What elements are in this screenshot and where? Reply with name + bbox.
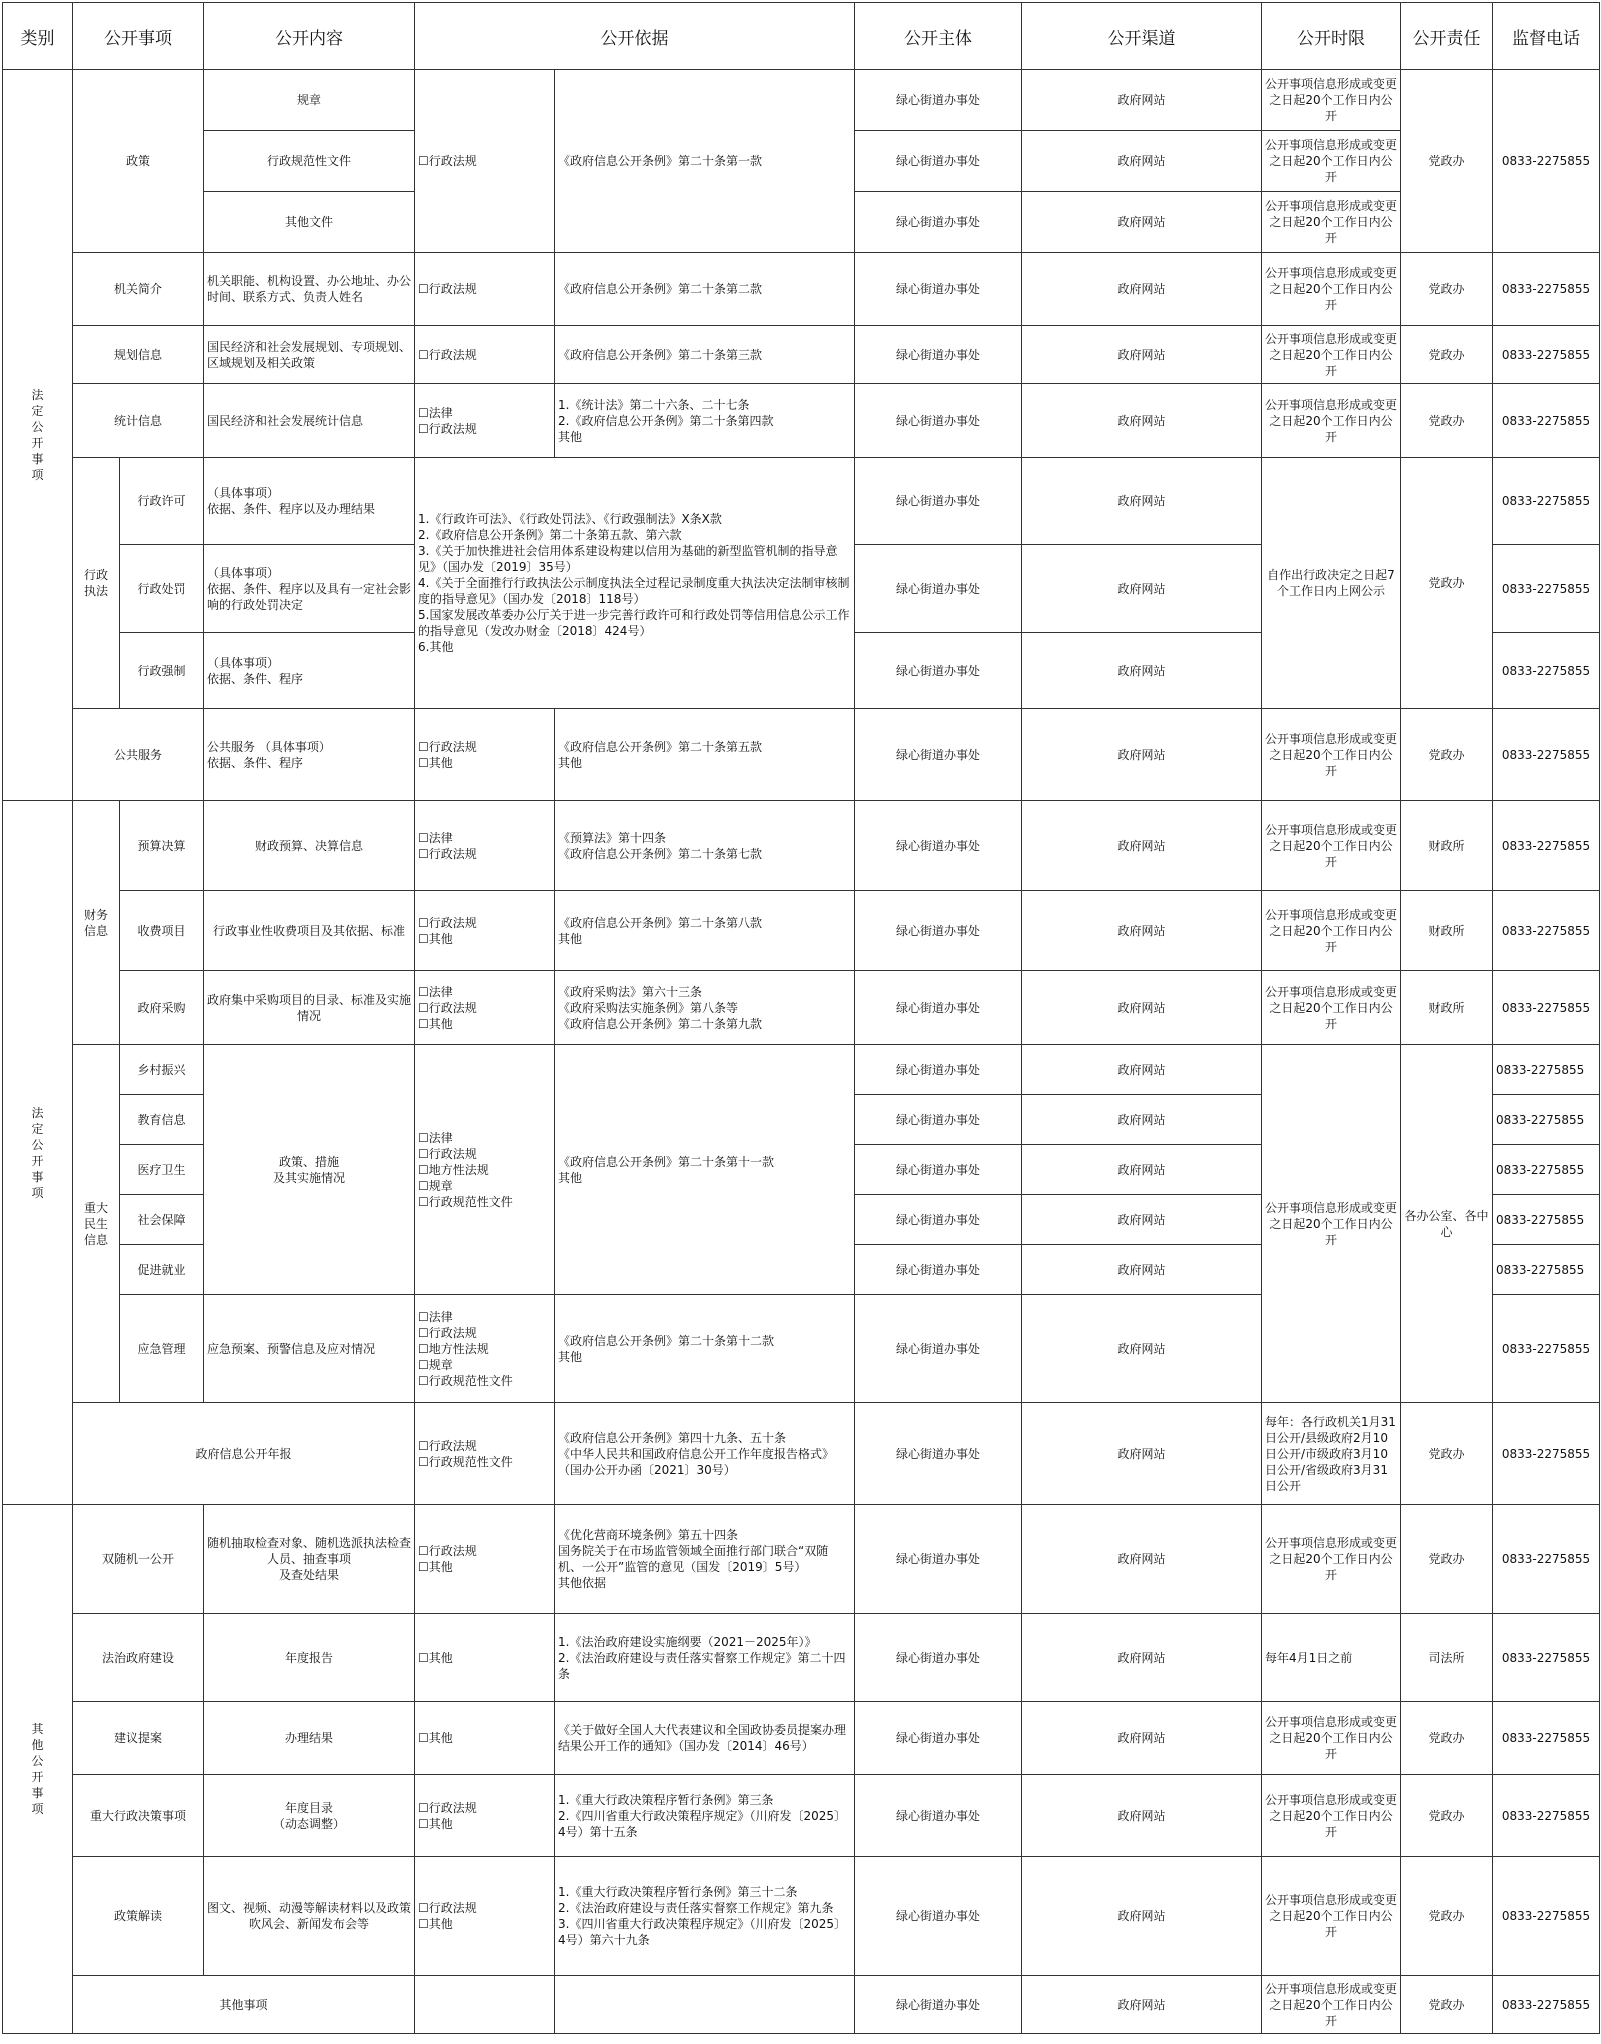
term-cell: 公开事项信息形成或变更之日起20个工作日内公开 (1262, 1045, 1401, 1403)
basis-form-cell: ☐法律 ☐行政法规 (415, 801, 555, 891)
phone-cell: 0833-2275855 (1493, 458, 1600, 545)
channel-cell: 政府网站 (1022, 545, 1262, 633)
item-cell: 收费项目 (120, 891, 204, 971)
subject-cell: 绿心街道办事处 (855, 709, 1022, 801)
responsibility-cell: 党政办 (1401, 709, 1493, 801)
item-cell: 行政处罚 (120, 545, 204, 633)
content-cell: （具体事项） 依据、条件、程序以及办理结果 (204, 458, 415, 545)
content-cell: 行政规范性文件 (204, 131, 415, 192)
header-category: 类别 (3, 3, 73, 70)
term-cell: 公开事项信息形成或变更之日起20个工作日内公开 (1262, 326, 1401, 384)
table-row (3, 458, 1600, 545)
item-cell: 政府信息公开年报 (73, 1403, 415, 1505)
content-cell: 随机抽取检查对象、随机选派执法检查人员、抽查事项 及查处结果 (204, 1505, 415, 1614)
basis-text-cell: 1.《重大行政决策程序暂行条例》第三十二条 2.《法治政府建设与责任落实督察工作规定》第九条 3.《四川省重大行政决策程序规定》（川府发〔2025〕4号）第六十九条 (555, 1857, 855, 1976)
table-row (3, 971, 1600, 1045)
term-cell: 公开事项信息形成或变更之日起20个工作日内公开 (1262, 253, 1401, 326)
basis-form-cell: ☐法律 ☐行政法规 ☐其他 (415, 971, 555, 1045)
item-cell: 应急管理 (120, 1295, 204, 1403)
item-cell: 重大行政决策事项 (73, 1775, 204, 1857)
basis-text-cell: 《政府信息公开条例》第二十条第三款 (555, 326, 855, 384)
phone-cell: 0833-2275855 (1493, 709, 1600, 801)
basis-text-cell: 《关于做好全国人大代表建议和全国政协委员提案办理结果公开工作的通知》（国办发〔2014〕46号） (555, 1702, 855, 1775)
subject-cell: 绿心街道办事处 (855, 384, 1022, 458)
vertical-text-segment: 重大 (83, 1200, 108, 1215)
item-cell: 行政许可 (120, 458, 204, 545)
item-cell: 行政强制 (120, 633, 204, 709)
responsibility-cell: 党政办 (1401, 458, 1493, 709)
phone-cell: 0833-2275855 (1493, 1857, 1600, 1976)
header-content: 公开内容 (204, 3, 415, 70)
basis-form-cell: ☐行政法规 ☐其他 (415, 1505, 555, 1614)
table-row (3, 1403, 1600, 1505)
basis-text-cell: 《政府信息公开条例》第二十条第一款 (555, 70, 855, 253)
vertical-text-segment: 民生 (83, 1216, 108, 1231)
responsibility-cell: 党政办 (1401, 70, 1493, 253)
item-cell: 政策解读 (73, 1857, 204, 1976)
term-cell: 公开事项信息形成或变更之日起20个工作日内公开 (1262, 384, 1401, 458)
basis-form-cell: ☐行政法规 ☐其他 (415, 1857, 555, 1976)
phone-cell: 0833-2275855 (1493, 633, 1600, 709)
channel-cell: 政府网站 (1022, 1857, 1262, 1976)
table-row (3, 1614, 1600, 1702)
basis-form-cell: ☐其他 (415, 1702, 555, 1775)
responsibility-cell: 党政办 (1401, 384, 1493, 458)
content-cell: 国民经济和社会发展规划、专项规划、区域规划及相关政策 (204, 326, 415, 384)
term-cell: 公开事项信息形成或变更之日起20个工作日内公开 (1262, 801, 1401, 891)
responsibility-cell: 党政办 (1401, 1702, 1493, 1775)
group-cell (73, 1045, 120, 1403)
basis-form-cell: ☐法律 ☐行政法规 (415, 384, 555, 458)
table-row (3, 1702, 1600, 1775)
vertical-text-segment: 事 (31, 1169, 44, 1184)
basis-form-cell: ☐行政法规 ☐其他 (415, 1775, 555, 1857)
table-row (3, 70, 1600, 131)
basis-text-cell: 《优化营商环境条例》第五十四条 国务院关于在市场监管领域全面推行部门联合“双随机、一公开”监管的意见（国发〔2019〕5号） 其他依据 (555, 1505, 855, 1614)
content-cell: 公共服务 （具体事项） 依据、条件、程序 (204, 709, 415, 801)
header-responsibility: 公开责任 (1401, 3, 1493, 70)
category-cell (3, 1505, 73, 2034)
vertical-text-segment: 法 (31, 388, 44, 402)
phone-cell: 0833-2275855 (1493, 1195, 1600, 1245)
vertical-text-segment: 开 (31, 1153, 44, 1168)
subject-cell: 绿心街道办事处 (855, 1614, 1022, 1702)
header-basis: 公开依据 (415, 3, 855, 70)
term-cell: 公开事项信息形成或变更之日起20个工作日内公开 (1262, 1857, 1401, 1976)
basis-form-cell: ☐行政法规 ☐其他 (415, 709, 555, 801)
channel-cell: 政府网站 (1022, 1145, 1262, 1195)
vertical-text-segment: 项 (31, 468, 44, 482)
basis-text-cell: 1.《统计法》第二十六条、二十七条 2.《政府信息公开条例》第二十条第四款 其他 (555, 384, 855, 458)
item-cell: 建议提案 (73, 1702, 204, 1775)
responsibility-cell: 党政办 (1401, 253, 1493, 326)
disclosure-table (2, 2, 1600, 2034)
item-cell: 统计信息 (73, 384, 204, 458)
subject-cell: 绿心街道办事处 (855, 801, 1022, 891)
vertical-text-segment: 公 (31, 1754, 44, 1768)
item-cell: 双随机一公开 (73, 1505, 204, 1614)
vertical-text-segment: 事 (31, 452, 44, 466)
table-row (3, 1857, 1600, 1976)
subject-cell: 绿心街道办事处 (855, 70, 1022, 131)
vertical-text-segment: 财务 (83, 907, 108, 922)
basis-form-cell: ☐行政法规 ☐行政规范性文件 (415, 1403, 555, 1505)
item-cell: 社会保障 (120, 1195, 204, 1245)
phone-cell: 0833-2275855 (1493, 70, 1600, 253)
content-cell: 政策、措施 及其实施情况 (204, 1045, 415, 1295)
basis-form-cell: ☐法律 ☐行政法规 ☐地方性法规 ☐规章 ☐行政规范性文件 (415, 1295, 555, 1403)
responsibility-cell: 党政办 (1401, 1976, 1493, 2034)
phone-cell: 0833-2275855 (1493, 1775, 1600, 1857)
basis-text-cell: 《政府信息公开条例》第二十条第五款 其他 (555, 709, 855, 801)
channel-cell: 政府网站 (1022, 633, 1262, 709)
channel-cell: 政府网站 (1022, 1702, 1262, 1775)
vertical-text-segment: 项 (31, 1802, 44, 1816)
phone-cell: 0833-2275855 (1493, 1095, 1600, 1145)
channel-cell: 政府网站 (1022, 1295, 1262, 1403)
channel-cell: 政府网站 (1022, 458, 1262, 545)
vertical-text-segment: 定 (31, 404, 44, 418)
header-phone: 监督电话 (1493, 3, 1600, 70)
channel-cell: 政府网站 (1022, 1775, 1262, 1857)
category-cell (3, 801, 73, 1505)
vertical-text-segment: 项 (31, 1185, 44, 1200)
table-row (3, 1505, 1600, 1614)
responsibility-cell: 党政办 (1401, 1857, 1493, 1976)
content-cell: 政府集中采购项目的目录、标准及实施情况 (204, 971, 415, 1045)
basis-text-cell: 《政府信息公开条例》第二十条第十一款 其他 (555, 1045, 855, 1295)
subject-cell: 绿心街道办事处 (855, 1857, 1022, 1976)
vertical-text-segment: 行政 (83, 568, 108, 582)
content-cell: 行政事业性收费项目及其依据、标准 (204, 891, 415, 971)
channel-cell: 政府网站 (1022, 1505, 1262, 1614)
channel-cell: 政府网站 (1022, 384, 1262, 458)
channel-cell: 政府网站 (1022, 253, 1262, 326)
basis-form-cell: ☐行政法规 (415, 253, 555, 326)
channel-cell: 政府网站 (1022, 1245, 1262, 1295)
basis-text-cell: 《政府信息公开条例》第二十条第八款 其他 (555, 891, 855, 971)
item-cell: 公共服务 (73, 709, 204, 801)
phone-cell: 0833-2275855 (1493, 253, 1600, 326)
term-cell: 公开事项信息形成或变更之日起20个工作日内公开 (1262, 971, 1401, 1045)
basis-form-cell: ☐行政法规 (415, 70, 555, 253)
phone-cell: 0833-2275855 (1493, 384, 1600, 458)
item-cell: 其他事项 (73, 1976, 415, 2034)
content-cell: 机关职能、机构设置、办公地址、办公时间、联系方式、负责人姓名 (204, 253, 415, 326)
phone-cell: 0833-2275855 (1493, 1702, 1600, 1775)
subject-cell: 绿心街道办事处 (855, 192, 1022, 253)
table-row (3, 891, 1600, 971)
table-row (3, 801, 1600, 891)
basis-text-cell: 《预算法》第十四条 《政府信息公开条例》第二十条第七款 (555, 801, 855, 891)
content-cell: 年度目录 （动态调整） (204, 1775, 415, 1857)
content-cell: 国民经济和社会发展统计信息 (204, 384, 415, 458)
header-channel: 公开渠道 (1022, 3, 1262, 70)
phone-cell: 0833-2275855 (1493, 1245, 1600, 1295)
content-cell: 财政预算、决算信息 (204, 801, 415, 891)
subject-cell: 绿心街道办事处 (855, 545, 1022, 633)
subject-cell: 绿心街道办事处 (855, 1095, 1022, 1145)
phone-cell: 0833-2275855 (1493, 326, 1600, 384)
phone-cell: 0833-2275855 (1493, 1403, 1600, 1505)
channel-cell: 政府网站 (1022, 1045, 1262, 1095)
vertical-text-segment: 执法 (83, 584, 108, 598)
channel-cell: 政府网站 (1022, 1976, 1262, 2034)
subject-cell: 绿心街道办事处 (855, 1145, 1022, 1195)
subject-cell: 绿心街道办事处 (855, 1505, 1022, 1614)
vertical-text-segment: 定 (31, 1121, 44, 1136)
item-cell: 医疗卫生 (120, 1145, 204, 1195)
term-cell: 每年4月1日之前 (1262, 1614, 1401, 1702)
phone-cell: 0833-2275855 (1493, 545, 1600, 633)
phone-cell: 0833-2275855 (1493, 1614, 1600, 1702)
basis-text-cell: 1.《行政许可法》、《行政处罚法》、《行政强制法》X条X款 2.《政府信息公开条例》第二十条第五款、第六款 3.《关于加快推进社会信用体系建设构建以信用为基础的新型监管机制的指导意见》（国办发〔2019〕35号） 4.《关于全面推行行政执法公示制度执法全过程记录制度重大执法决定法制审核制度的指导意见》（国办发〔2018〕118号） 5.国家发展改革委办公厅关于进一步完善行政许可和行政处罚等信用信息公示工作的指导意见（发改办财金〔2018〕424号） 6.其他 (415, 458, 855, 709)
basis-text-cell: 《政府信息公开条例》第四十九条、五十条 《中华人民共和国政府信息公开工作年度报告格式》（国办公开办函〔2021〕30号） (555, 1403, 855, 1505)
vertical-text-segment: 事 (31, 1786, 44, 1800)
subject-cell: 绿心街道办事处 (855, 253, 1022, 326)
vertical-text-segment: 信息 (83, 1232, 108, 1247)
phone-cell: 0833-2275855 (1493, 1976, 1600, 2034)
subject-cell: 绿心街道办事处 (855, 458, 1022, 545)
responsibility-cell: 党政办 (1401, 326, 1493, 384)
channel-cell: 政府网站 (1022, 192, 1262, 253)
term-cell: 公开事项信息形成或变更之日起20个工作日内公开 (1262, 1775, 1401, 1857)
responsibility-cell: 司法所 (1401, 1614, 1493, 1702)
vertical-text-segment: 开 (31, 436, 44, 450)
phone-cell: 0833-2275855 (1493, 1505, 1600, 1614)
subject-cell: 绿心街道办事处 (855, 891, 1022, 971)
item-cell: 乡村振兴 (120, 1045, 204, 1095)
disclosure-table-container (2, 2, 1600, 2034)
content-cell: 图文、视频、动漫等解读材料以及政策吹风会、新闻发布会等 (204, 1857, 415, 1976)
phone-cell: 0833-2275855 (1493, 801, 1600, 891)
content-cell: 其他文件 (204, 192, 415, 253)
header-row (3, 3, 1600, 70)
vertical-text-segment: 他 (31, 1738, 44, 1752)
table-row (3, 253, 1600, 326)
term-cell: 公开事项信息形成或变更之日起20个工作日内公开 (1262, 1976, 1401, 2034)
responsibility-cell: 各办公室、各中心 (1401, 1045, 1493, 1403)
vertical-text-segment: 公 (31, 1137, 44, 1152)
basis-text-cell: 1.《重大行政决策程序暂行条例》第三条 2.《四川省重大行政决策程序规定》（川府发〔2025〕4号）第十五条 (555, 1775, 855, 1857)
subject-cell: 绿心街道办事处 (855, 1775, 1022, 1857)
channel-cell: 政府网站 (1022, 709, 1262, 801)
table-row (3, 1775, 1600, 1857)
category-cell (3, 70, 73, 801)
responsibility-cell: 党政办 (1401, 1403, 1493, 1505)
phone-cell: 0833-2275855 (1493, 891, 1600, 971)
vertical-text-segment: 法 (31, 1105, 44, 1120)
responsibility-cell: 党政办 (1401, 1505, 1493, 1614)
channel-cell: 政府网站 (1022, 801, 1262, 891)
header-term: 公开时限 (1262, 3, 1401, 70)
channel-cell: 政府网站 (1022, 971, 1262, 1045)
channel-cell: 政府网站 (1022, 1614, 1262, 1702)
basis-form-cell: ☐其他 (415, 1614, 555, 1702)
content-cell: 规章 (204, 70, 415, 131)
content-cell: 办理结果 (204, 1702, 415, 1775)
phone-cell: 0833-2275855 (1493, 1145, 1600, 1195)
item-cell: 政策 (73, 70, 204, 253)
basis-text-cell: 《政府采购法》第六十三条 《政府采购法实施条例》第八条等 《政府信息公开条例》第二十条第九款 (555, 971, 855, 1045)
subject-cell: 绿心街道办事处 (855, 1403, 1022, 1505)
channel-cell: 政府网站 (1022, 70, 1262, 131)
term-cell: 自作出行政决定之日起7个工作日内上网公示 (1262, 458, 1401, 709)
vertical-text-segment: 公 (31, 420, 44, 434)
term-cell: 每年：各行政机关1月31日公开/县级政府2月10日公开/市级政府3月10日公开/省级政府3月31日公开 (1262, 1403, 1401, 1505)
term-cell: 公开事项信息形成或变更之日起20个工作日内公开 (1262, 70, 1401, 131)
channel-cell: 政府网站 (1022, 1403, 1262, 1505)
channel-cell: 政府网站 (1022, 891, 1262, 971)
vertical-text-segment: 开 (31, 1770, 44, 1784)
item-cell: 预算决算 (120, 801, 204, 891)
term-cell: 公开事项信息形成或变更之日起20个工作日内公开 (1262, 192, 1401, 253)
channel-cell: 政府网站 (1022, 131, 1262, 192)
basis-text-cell: 《政府信息公开条例》第二十条第二款 (555, 253, 855, 326)
subject-cell: 绿心街道办事处 (855, 1245, 1022, 1295)
subject-cell: 绿心街道办事处 (855, 1045, 1022, 1095)
table-row (3, 1976, 1600, 2034)
channel-cell: 政府网站 (1022, 1095, 1262, 1145)
content-cell: （具体事项） 依据、条件、程序 (204, 633, 415, 709)
responsibility-cell: 党政办 (1401, 1775, 1493, 1857)
item-cell: 教育信息 (120, 1095, 204, 1145)
basis-text-cell (555, 1976, 855, 2034)
responsibility-cell: 财政所 (1401, 801, 1493, 891)
group-cell (73, 801, 120, 1045)
table-row (3, 384, 1600, 458)
item-cell: 机关简介 (73, 253, 204, 326)
basis-form-cell (415, 1976, 555, 2034)
phone-cell: 0833-2275855 (1493, 1295, 1600, 1403)
subject-cell: 绿心街道办事处 (855, 1295, 1022, 1403)
subject-cell: 绿心街道办事处 (855, 326, 1022, 384)
vertical-text-segment: 其 (31, 1722, 44, 1736)
basis-form-cell: ☐行政法规 ☐其他 (415, 891, 555, 971)
responsibility-cell: 财政所 (1401, 971, 1493, 1045)
phone-cell: 0833-2275855 (1493, 1045, 1600, 1095)
responsibility-cell: 财政所 (1401, 891, 1493, 971)
content-cell: 年度报告 (204, 1614, 415, 1702)
vertical-text-segment: 信息 (83, 923, 108, 938)
term-cell: 公开事项信息形成或变更之日起20个工作日内公开 (1262, 709, 1401, 801)
subject-cell: 绿心街道办事处 (855, 1195, 1022, 1245)
basis-text-cell: 《政府信息公开条例》第二十条第十二款 其他 (555, 1295, 855, 1403)
term-cell: 公开事项信息形成或变更之日起20个工作日内公开 (1262, 1505, 1401, 1614)
phone-cell: 0833-2275855 (1493, 971, 1600, 1045)
subject-cell: 绿心街道办事处 (855, 633, 1022, 709)
header-subject: 公开主体 (855, 3, 1022, 70)
group-cell (73, 458, 120, 709)
term-cell: 公开事项信息形成或变更之日起20个工作日内公开 (1262, 131, 1401, 192)
item-cell: 法治政府建设 (73, 1614, 204, 1702)
table-row (3, 1045, 1600, 1095)
content-cell: （具体事项） 依据、条件、程序以及具有一定社会影响的行政处罚决定 (204, 545, 415, 633)
subject-cell: 绿心街道办事处 (855, 971, 1022, 1045)
term-cell: 公开事项信息形成或变更之日起20个工作日内公开 (1262, 1702, 1401, 1775)
header-item: 公开事项 (73, 3, 204, 70)
term-cell: 公开事项信息形成或变更之日起20个工作日内公开 (1262, 891, 1401, 971)
subject-cell: 绿心街道办事处 (855, 1702, 1022, 1775)
subject-cell: 绿心街道办事处 (855, 1976, 1022, 2034)
table-row (3, 709, 1600, 801)
channel-cell: 政府网站 (1022, 1195, 1262, 1245)
item-cell: 规划信息 (73, 326, 204, 384)
item-cell: 促进就业 (120, 1245, 204, 1295)
basis-form-cell: ☐行政法规 (415, 326, 555, 384)
basis-text-cell: 1.《法治政府建设实施纲要（2021－2025年）》 2.《法治政府建设与责任落实督察工作规定》第二十四条 (555, 1614, 855, 1702)
item-cell: 政府采购 (120, 971, 204, 1045)
subject-cell: 绿心街道办事处 (855, 131, 1022, 192)
basis-form-cell: ☐法律 ☐行政法规 ☐地方性法规 ☐规章 ☐行政规范性文件 (415, 1045, 555, 1295)
table-row (3, 326, 1600, 384)
channel-cell: 政府网站 (1022, 326, 1262, 384)
content-cell: 应急预案、预警信息及应对情况 (204, 1295, 415, 1403)
